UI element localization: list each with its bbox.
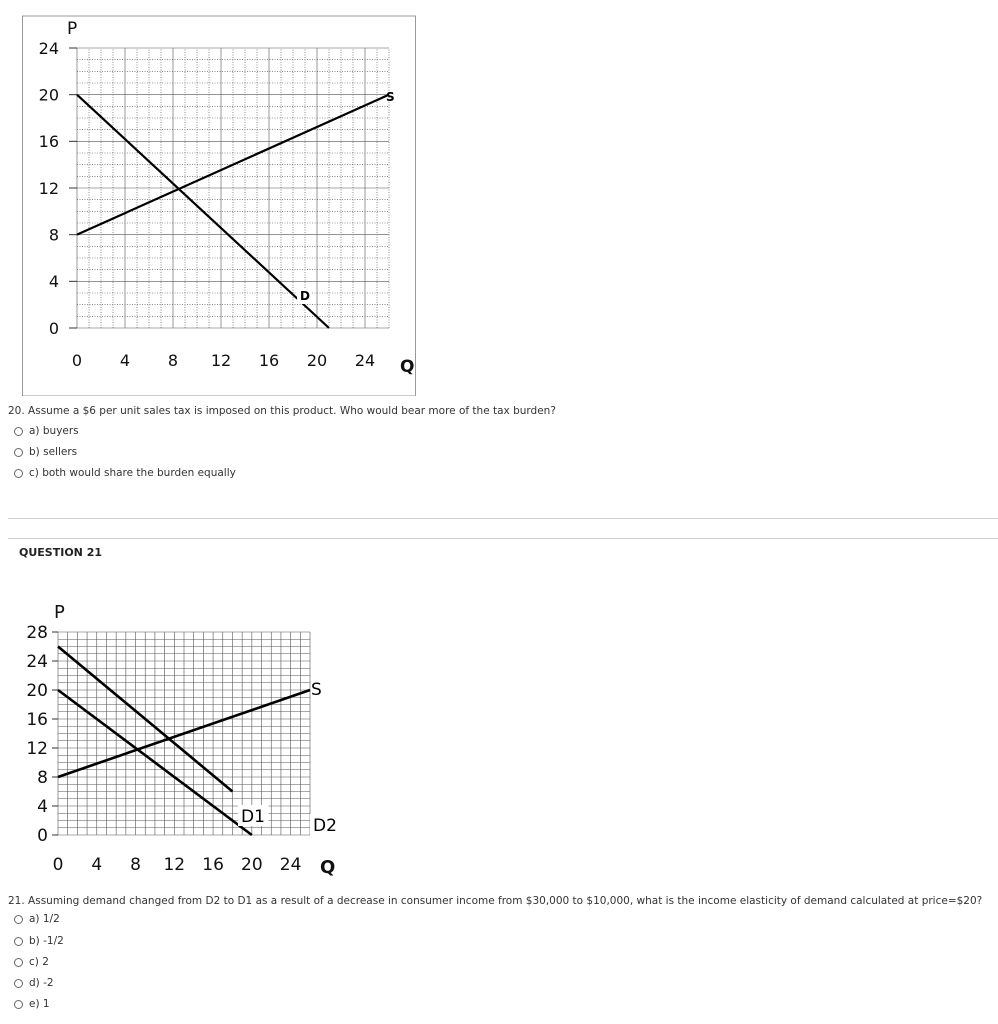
grid xyxy=(77,48,389,328)
x-tick-label: 8 xyxy=(167,351,179,370)
x-tick-label: 20 xyxy=(241,855,263,875)
q20-option-c[interactable] xyxy=(14,467,236,479)
radio-button[interactable] xyxy=(14,958,23,967)
radio-button[interactable] xyxy=(14,448,23,457)
x-tick-label: 8 xyxy=(130,855,141,875)
y-tick-label: 16 xyxy=(38,132,59,152)
q20-question-text: 20. Assume a $6 per unit sales tax is imposed on this product. Who would bear more of the tax burden? xyxy=(8,405,556,417)
y-tick-label: 12 xyxy=(26,739,48,760)
option-label: a) 1/2 xyxy=(29,913,60,925)
y-tick-label: 28 xyxy=(26,623,48,644)
y-tick-label: 24 xyxy=(38,38,59,58)
option-label: c) 2 xyxy=(29,956,49,968)
x-tick-label: 16 xyxy=(258,351,280,370)
q21-option-a[interactable] xyxy=(14,913,60,925)
q21-question-text: 21. Assuming demand changed from D2 to D1 as a result of a decrease in consumer income from $30,000 to $10,000, what is the income elasticity of demand calculated at price=$20? xyxy=(8,895,983,907)
x-tick-label: 4 xyxy=(119,351,131,370)
divider xyxy=(8,518,998,519)
y-tick-label: 20 xyxy=(38,85,59,105)
y-tick-label: 12 xyxy=(38,178,59,198)
x-tick-label: 0 xyxy=(52,855,64,875)
q20-chart-svg xyxy=(22,10,422,396)
q20-option-a[interactable] xyxy=(14,425,79,437)
option-label: a) buyers xyxy=(29,425,79,437)
y-tick-label: 4 xyxy=(48,272,59,292)
x-tick-label: 16 xyxy=(202,855,224,875)
x-tick-label: 12 xyxy=(163,855,186,875)
y-tick-label: 0 xyxy=(37,826,48,847)
y-tick-label: 24 xyxy=(26,652,48,673)
option-label: d) -2 xyxy=(29,977,54,989)
q21-option-b[interactable] xyxy=(14,935,64,947)
q20-chart xyxy=(22,10,422,396)
series-label-d: D xyxy=(300,289,310,303)
radio-button[interactable] xyxy=(14,427,23,436)
series-label-s: S xyxy=(311,680,322,700)
option-label: c) both would share the burden equally xyxy=(29,467,236,479)
q20-option-b[interactable] xyxy=(14,446,77,458)
radio-button[interactable] xyxy=(14,979,23,988)
y-tick-label: 4 xyxy=(37,797,48,818)
series-label-d2: D2 xyxy=(313,816,337,836)
y-tick-label: 0 xyxy=(48,318,59,338)
x-tick-label: 4 xyxy=(91,855,103,875)
q21-option-c[interactable] xyxy=(14,956,49,968)
series-label-d1: D1 xyxy=(241,807,265,827)
q21-header: QUESTION 21 xyxy=(19,546,103,559)
series-label-s: S xyxy=(386,90,395,104)
y-tick-label: 16 xyxy=(26,710,48,731)
x-axis-label: Q xyxy=(320,857,336,876)
y-tick-label: 8 xyxy=(48,225,59,245)
radio-button[interactable] xyxy=(14,1000,23,1009)
q21-option-e[interactable] xyxy=(14,998,50,1010)
y-tick-label: 8 xyxy=(37,768,48,789)
y-axis-label: P xyxy=(54,602,65,623)
option-label: b) sellers xyxy=(29,446,78,458)
figure-frame xyxy=(23,16,416,396)
x-tick-label: 12 xyxy=(210,351,232,370)
radio-button[interactable] xyxy=(14,915,23,924)
x-axis-label: Q xyxy=(400,357,415,377)
q21-option-d[interactable] xyxy=(14,977,54,989)
radio-button[interactable] xyxy=(14,937,23,946)
y-tick-label: 20 xyxy=(26,681,48,702)
option-label: b) -1/2 xyxy=(29,935,64,947)
option-label: e) 1 xyxy=(29,998,50,1010)
q21-chart xyxy=(8,590,353,876)
y-axis-label: P xyxy=(67,19,78,39)
divider xyxy=(8,538,998,539)
x-tick-label: 24 xyxy=(279,855,302,875)
x-tick-label: 20 xyxy=(306,351,328,370)
x-tick-label: 24 xyxy=(354,351,376,370)
q21-chart-svg xyxy=(8,590,353,876)
radio-button[interactable] xyxy=(14,469,23,478)
x-tick-label: 0 xyxy=(71,351,83,370)
